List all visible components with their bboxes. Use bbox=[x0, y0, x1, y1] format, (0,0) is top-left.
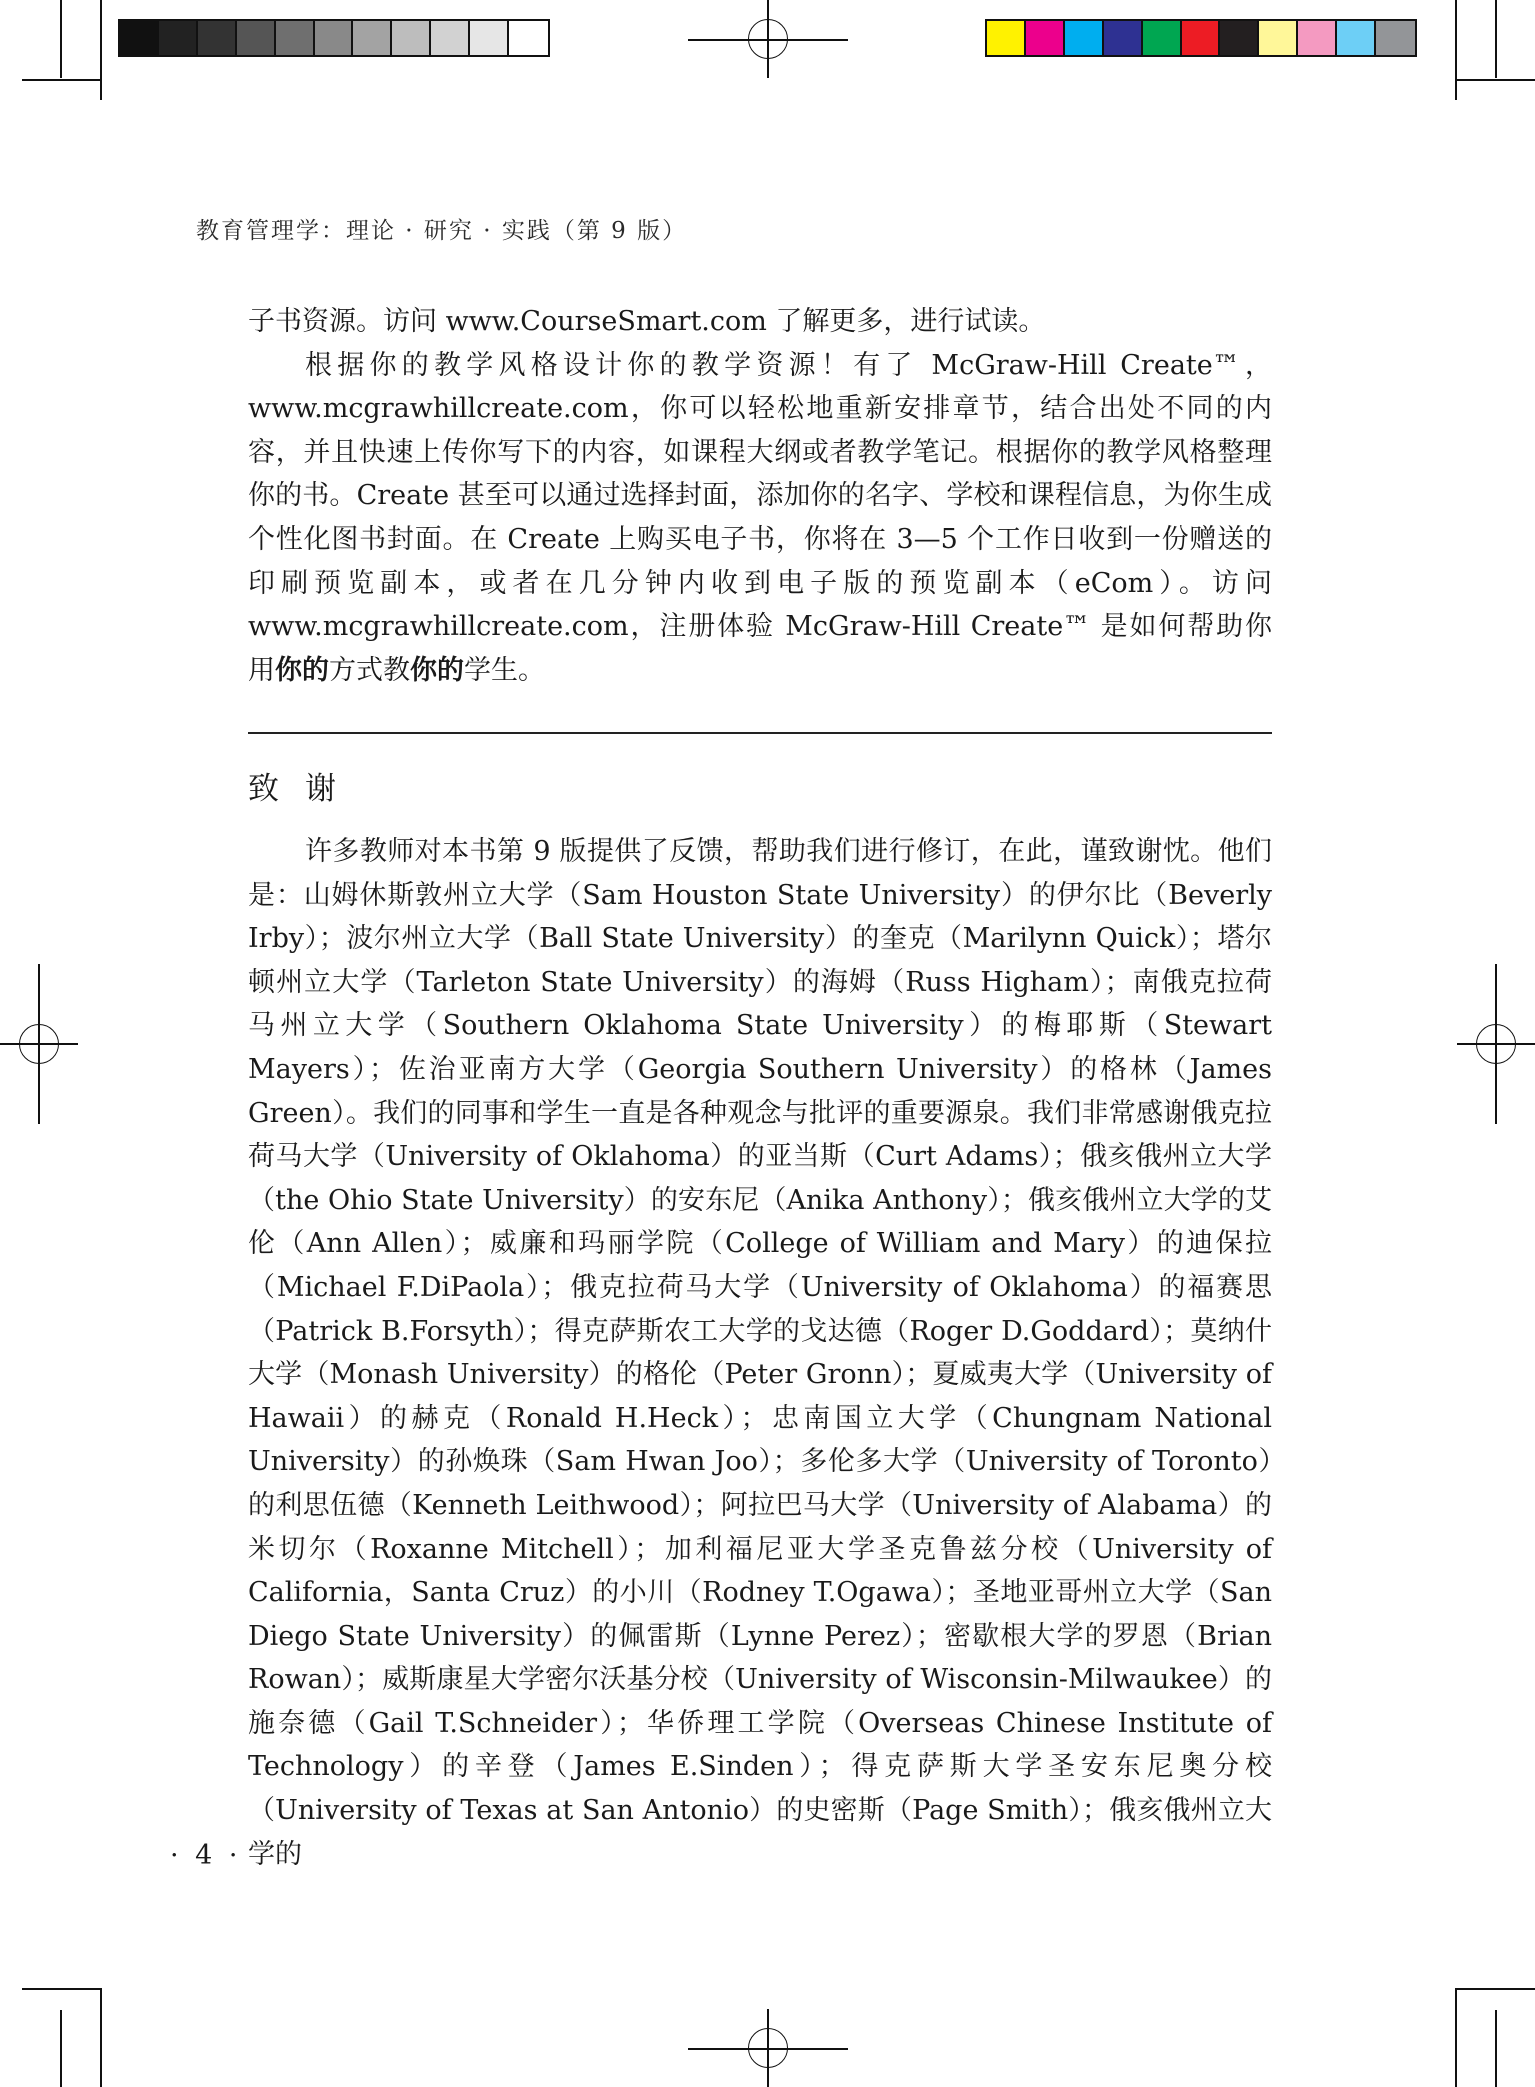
gray-swatch bbox=[509, 21, 548, 55]
color-swatch bbox=[1182, 21, 1221, 55]
color-swatch bbox=[1065, 21, 1104, 55]
body-text-top bbox=[248, 300, 1272, 692]
emphasis-text: 你的 bbox=[275, 654, 329, 686]
gray-swatch bbox=[315, 21, 354, 55]
body-text-acknowledgements bbox=[248, 830, 1272, 1876]
paragraph-text: 学生。 bbox=[464, 654, 545, 686]
color-swatch bbox=[1143, 21, 1182, 55]
gray-swatch bbox=[431, 21, 470, 55]
page-number: · 4 · bbox=[170, 1840, 242, 1871]
gray-swatch bbox=[470, 21, 509, 55]
color-swatch bbox=[1220, 21, 1259, 55]
gray-swatch bbox=[159, 21, 198, 55]
color-swatch bbox=[1337, 21, 1376, 55]
gray-swatch bbox=[353, 21, 392, 55]
color-calibration-bar bbox=[985, 19, 1417, 57]
paragraph bbox=[248, 344, 1272, 693]
color-swatch bbox=[1104, 21, 1143, 55]
running-header: 教育管理学：理论 · 研究 · 实践（第 9 版） bbox=[196, 218, 688, 244]
gray-swatch bbox=[120, 21, 159, 55]
color-swatch bbox=[1259, 21, 1298, 55]
paragraph-text: 根据你的教学风格设计你的教学资源！有了 McGraw-Hill Create™，www.mcgrawhillcreate.com，你可以轻松地重新安排章节，结合出处不同的内容，并且快速上传你写下的内容，如课程大纲或者教学笔记。根据你的教学风格整理你的书。Create 甚至可以通过选择封面，添加你的名字、学校和课程信息，为你生成个性化图书封面。在 Create 上购买电子书，你将在 3—5 个工作日收到一份赠送的印刷预览副本，或者在几分钟内收到电子版的预览副本（eCom）。访问 www.mcgrawhillcreate.com，注册体验 McGraw-Hill Create™ 是如何帮助你用 bbox=[248, 349, 1272, 686]
color-swatch bbox=[1298, 21, 1337, 55]
section-heading: 致谢 bbox=[248, 771, 362, 807]
color-swatch bbox=[1376, 21, 1415, 55]
gray-swatch bbox=[198, 21, 237, 55]
paragraph: 子书资源。访问 www.CourseSmart.com 了解更多，进行试读。 bbox=[248, 306, 1046, 337]
gray-swatch bbox=[392, 21, 431, 55]
gray-calibration-bar bbox=[118, 19, 550, 57]
paragraph: 许多教师对本书第 9 版提供了反馈，帮助我们进行修订，在此，谨致谢忱。他们是：山姆休斯敦州立大学（Sam Houston State University）的伊尔比（Beverly Irby）；波尔州立大学（Ball State University）的奎克（Marilynn Quick）；塔尔顿州立大学（Tarleton State University）的海姆（Russ Higham）；南俄克拉荷马州立大学（Southern Oklahoma State University）的梅耶斯（Stewart Mayers）；佐治亚南方大学（Georgia Southern University）的格林（James Green）。我们的同事和学生一直是各种观念与批评的重要源泉。我们非常感谢俄克拉荷马大学（University of Oklahoma）的亚当斯（Curt Adams）；俄亥俄州立大学（the Ohio State University）的安东尼（Anika Anthony）；俄亥俄州立大学的艾伦（Ann Allen）；威廉和玛丽学院（College of William and Mary）的迪保拉（Michael F.DiPaola）；俄克拉荷马大学（University of Oklahoma）的福赛思（Patrick B.Forsyth）；得克萨斯农工大学的戈达德（Roger D.Goddard）；莫纳什大学（Monash University）的格伦（Peter Gronn）；夏威夷大学（University of Hawaii）的赫克（Ronald H.Heck）；忠南国立大学（Chungnam National University）的孙焕珠（Sam Hwan Joo）；多伦多大学（University of Toronto）的利思伍德（Kenneth Leithwood）；阿拉巴马大学（University of Alabama）的米切尔（Roxanne Mitchell）；加利福尼亚大学圣克鲁兹分校（University of California，Santa Cruz）的小川（Rodney T.Ogawa）；圣地亚哥州立大学（San Diego State University）的佩雷斯（Lynne Perez）；密歇根大学的罗恩（Brian Rowan）；威斯康星大学密尔沃基分校（University of Wisconsin-Milwaukee）的施奈德（Gail T.Schneider）；华侨理工学院（Overseas Chinese Institute of Technology）的辛登（James E.Sinden）；得克萨斯大学圣安东尼奥分校（University of Texas at San Antonio）的史密斯（Page Smith）；俄亥俄州立大学的 bbox=[248, 836, 1272, 1870]
gray-swatch bbox=[237, 21, 276, 55]
emphasis-text: 你的 bbox=[410, 654, 464, 686]
section-divider bbox=[248, 732, 1272, 734]
color-swatch bbox=[987, 21, 1026, 55]
color-swatch bbox=[1026, 21, 1065, 55]
paragraph-text: 方式教 bbox=[329, 654, 410, 686]
gray-swatch bbox=[276, 21, 315, 55]
